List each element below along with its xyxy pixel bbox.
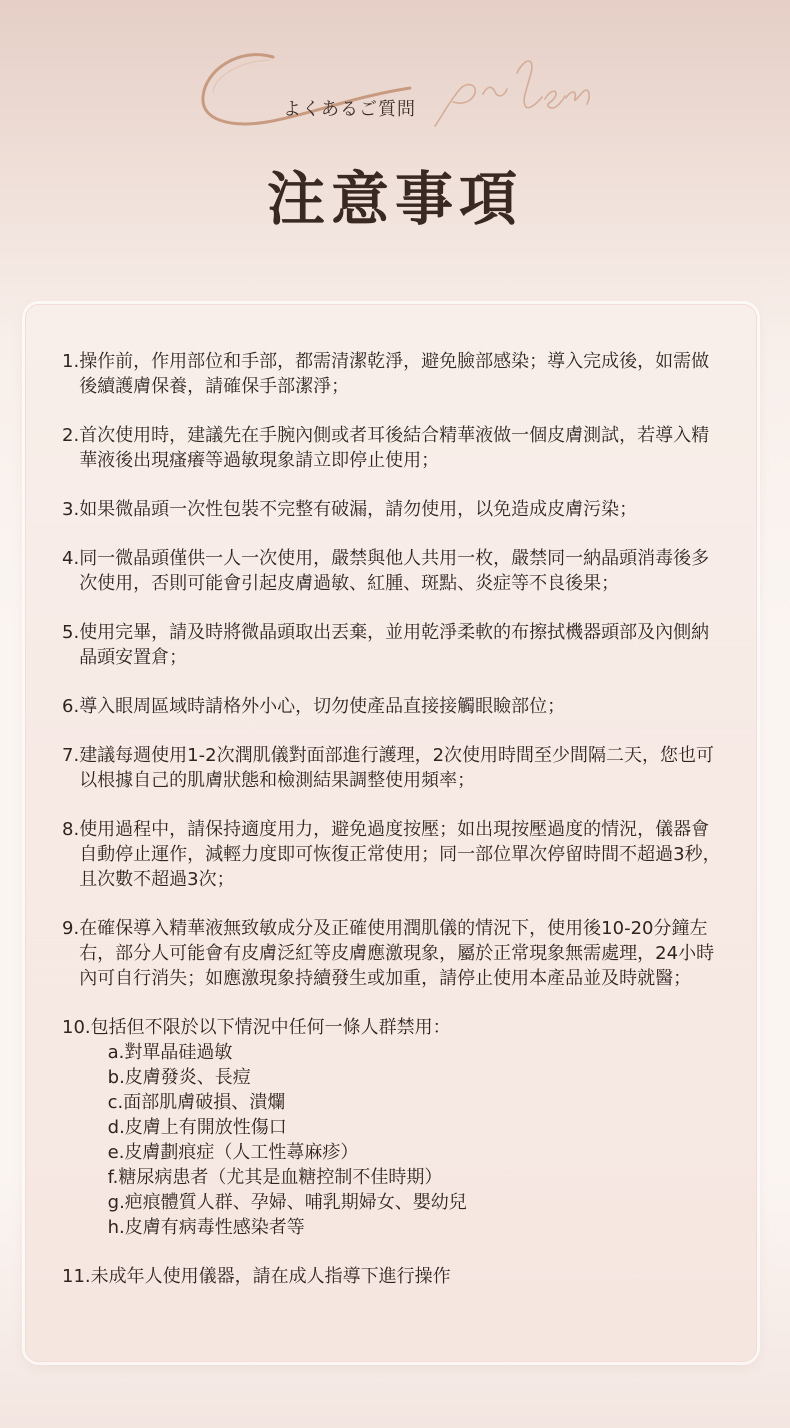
restriction-item: b.皮膚發炎、長痘 [107,1067,251,1088]
restriction-item: e.皮膚劃痕症（人工性蕁麻疹） [107,1142,359,1163]
notice-item-9 [62,916,726,991]
notice-text: 使用完畢，請及時將微晶頭取出丟棄，並用乾淨柔軟的布擦拭機器頭部及內側納晶頭安置倉； [79,622,710,668]
section-subtitle: よくあるご質問 [283,99,416,120]
notice-content [91,1015,726,1240]
notice-text: 未成年人使用儀器，請在成人指導下進行操作 [90,1266,451,1287]
restriction-item: h.皮膚有病毒性感染者等 [107,1217,305,1238]
notice-number: 4. [62,548,80,569]
notice-number: 1. [62,351,80,372]
restriction-item: c.面部肌膚破損、潰爛 [107,1092,286,1113]
notice-item-11 [62,1264,726,1289]
notice-number: 6. [62,696,80,717]
notice-text: 同一微晶頭僅供一人一次使用，嚴禁與他人共用一枚，嚴禁同一納晶頭消毒後多次使用，否則可能會引起皮膚過敏、紅腫、斑點、炎症等不良後果； [79,548,710,594]
notice-number: 5. [62,622,80,643]
notice-number: 10. [62,1017,91,1038]
restriction-item: d.皮膚上有開放性傷口 [107,1117,287,1138]
notice-list [62,349,726,1289]
notice-item-2 [62,423,726,473]
notice-item-3 [62,497,726,522]
restriction-item: g.疤痕體質人群、孕婦、哺乳期婦女、嬰幼兒 [107,1192,467,1213]
page-title: 注意事項 [266,165,523,233]
notice-intro: 包括但不限於以下情況中任何一條人群禁用： [90,1017,451,1038]
notice-number: 7. [62,745,80,766]
notice-number: 8. [62,819,80,840]
restriction-item: a.對單晶硅過敏 [107,1042,233,1063]
notice-text: 建議每週使用1-2次潤肌儀對面部進行護理，2次使用時間至少間隔二天，您也可以根據自己的肌膚狀態和檢測結果調整使用頻率； [79,745,715,791]
notice-item-10 [62,1015,726,1240]
notice-text: 使用過程中，請保持適度用力，避免過度按壓；如出現按壓過度的情況，儀器會自動停止運作，減輕力度即可恢復正常使用；同一部位單次停留時間不超過3秒，且次數不超過3次； [79,819,721,890]
notice-text: 導入眼周區域時請格外小心，切勿使產品直接接觸眼瞼部位； [79,696,566,717]
header [0,0,790,290]
notice-text: 首次使用時，建議先在手腕內側或者耳後結合精華液做一個皮膚測試，若導入精華液後出現瘙癢等過敏現象請立即停止使用； [79,425,710,471]
notice-number: 3. [62,499,80,520]
notice-item-7 [62,743,726,793]
restriction-item: f.糖尿病患者（尤其是血糖控制不佳時期） [107,1167,443,1188]
notice-text: 如果微晶頭一次性包裝不完整有破漏，請勿使用，以免造成皮膚污染； [79,499,638,520]
notice-number: 9. [62,918,80,939]
notice-item-6 [62,694,726,719]
notice-item-5 [62,620,726,670]
restriction-list [91,1040,726,1240]
notice-item-1 [62,349,726,399]
notice-card [25,304,757,1362]
notice-number: 11. [62,1266,91,1287]
notice-number: 2. [62,425,80,446]
notice-item-8 [62,817,726,892]
notice-item-4 [62,546,726,596]
notice-text: 在確保導入精華液無致敏成分及正確使用潤肌儀的情況下，使用後10-20分鐘左右，部分人可能會有皮膚泛紅等皮膚應激現象，屬於正常現象無需處理，24小時內可自行消失；如應激現象持續發生或加重，請停止使用本產品並及時就醫； [79,918,715,989]
notice-text: 操作前，作用部位和手部，都需清潔乾淨，避免臉部感染；導入完成後，如需做後續護膚保養，請確保手部潔淨； [79,351,710,397]
